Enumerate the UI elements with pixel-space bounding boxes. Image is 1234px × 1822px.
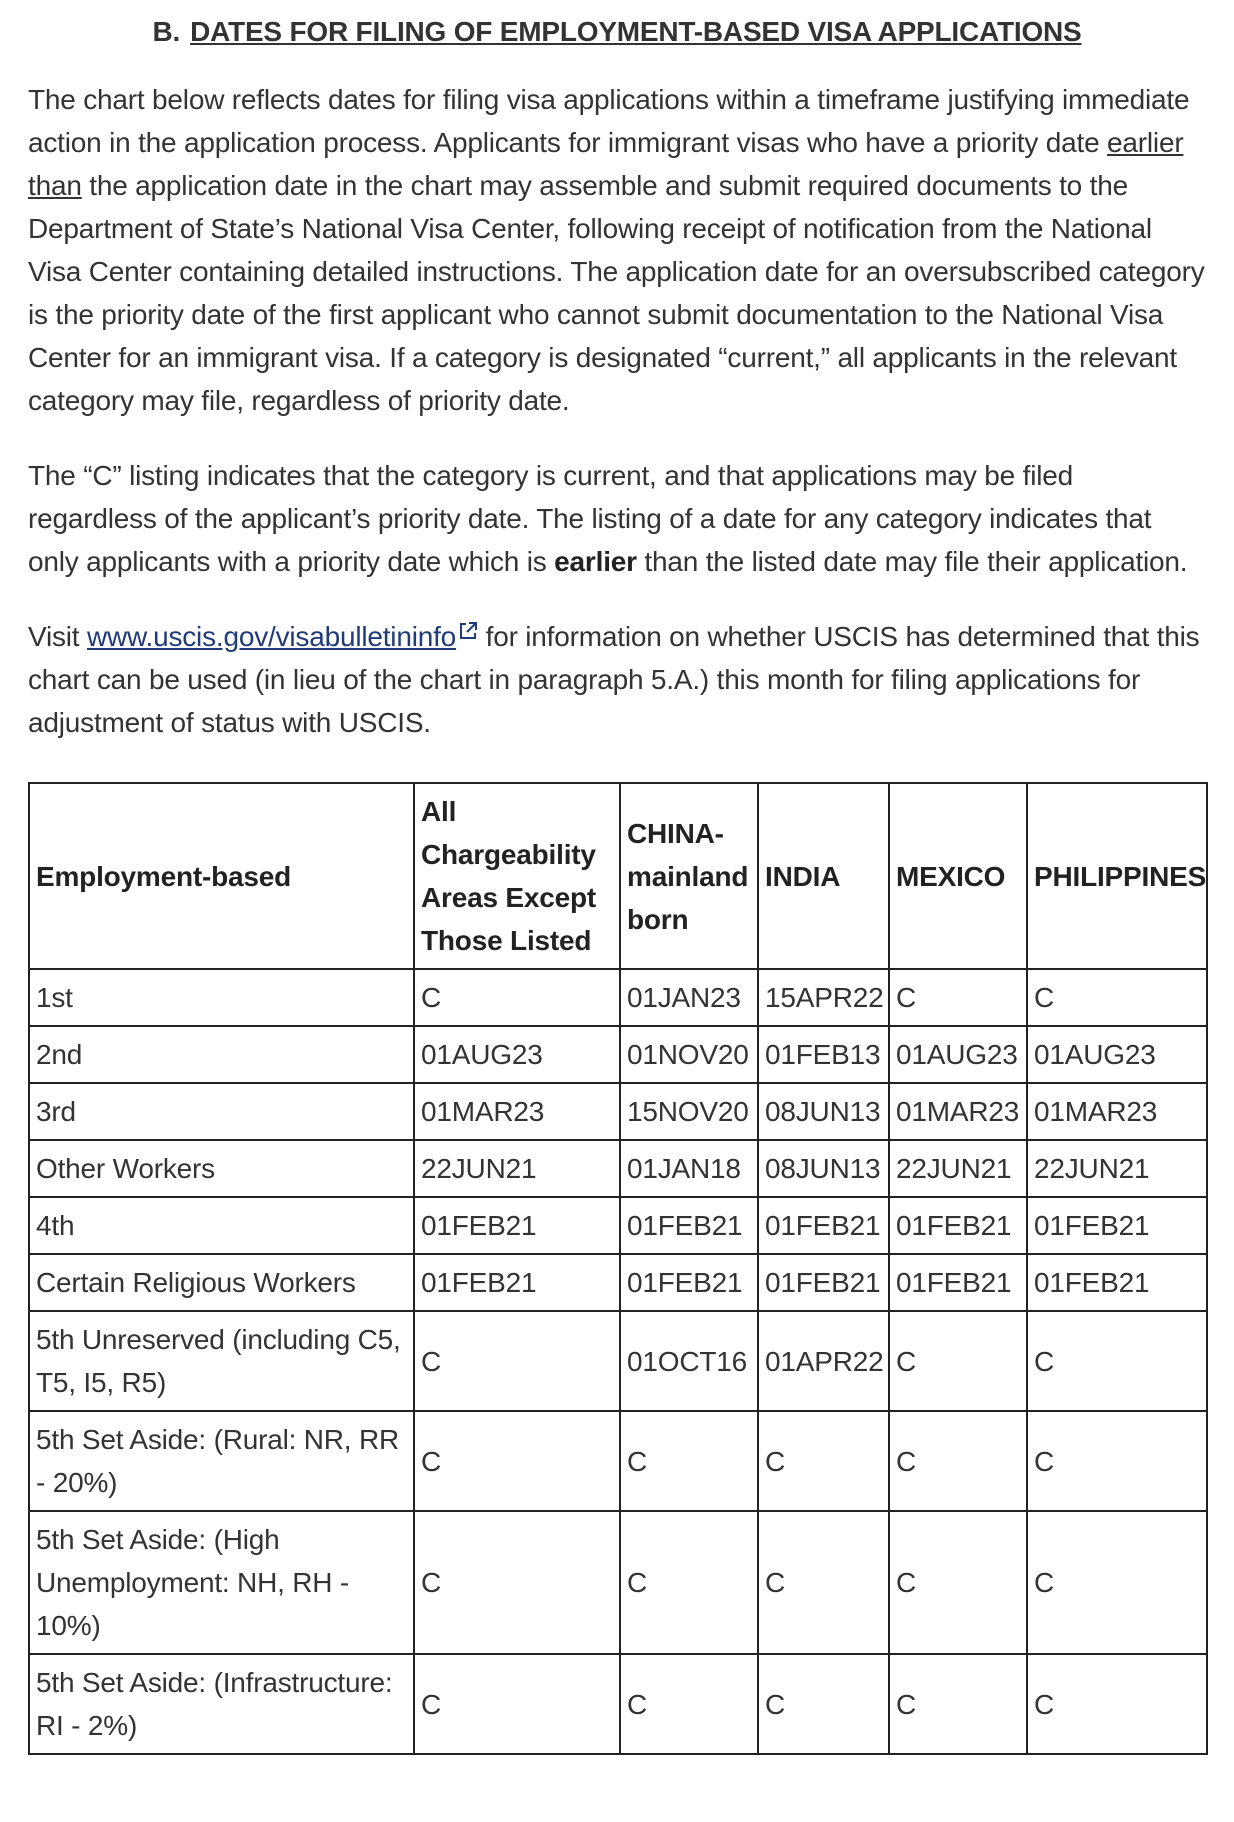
intro-paragraph: [28, 78, 1206, 422]
cell-philippines: C: [1027, 1511, 1207, 1654]
section-title-text: DATES FOR FILING OF EMPLOYMENT-BASED VISA APPLICATIONS: [190, 16, 1082, 47]
cell-china: C: [620, 1511, 758, 1654]
cell-china: 15NOV20: [620, 1083, 758, 1140]
cell-india: C: [758, 1654, 889, 1754]
cell-china: 01OCT16: [620, 1311, 758, 1411]
external-link-icon[interactable]: [458, 621, 478, 641]
row-category: 2nd: [29, 1026, 414, 1083]
cell-all-chargeability: 01FEB21: [414, 1197, 620, 1254]
cell-all-chargeability: C: [414, 1411, 620, 1511]
table-row: [29, 1197, 1207, 1254]
section-title: [28, 0, 1206, 52]
section-label: B.: [152, 16, 181, 47]
cell-china: C: [620, 1411, 758, 1511]
cell-mexico: C: [889, 1411, 1027, 1511]
header-china: CHINA-mainland born: [620, 783, 758, 969]
cell-all-chargeability: 22JUN21: [414, 1140, 620, 1197]
intro-text-a: The chart below reflects dates for filing visa applications within a timeframe justifying immediate action in the application process. Applicants for immigrant visas who have a priority date: [28, 84, 1190, 158]
cell-philippines: C: [1027, 969, 1207, 1026]
intro-text-b: the application date in the chart may assemble and submit required documents to the Department of State’s National Visa Center, following receipt of notification from the National Visa Center containing detailed instructions. The application date for an oversubscribed category is the priority date of the first applicant who cannot submit documentation to the National Visa Center for an immigrant visa. If a category is designated “current,” all applicants in the relevant category may file, regardless of priority date.: [28, 170, 1205, 416]
cell-philippines: 01MAR23: [1027, 1083, 1207, 1140]
cell-mexico: 01FEB21: [889, 1254, 1027, 1311]
cell-all-chargeability: 01FEB21: [414, 1254, 620, 1311]
cell-mexico: C: [889, 969, 1027, 1026]
header-employment-based: Employment-based: [29, 783, 414, 969]
table-row: [29, 1140, 1207, 1197]
uscis-paragraph: [28, 615, 1206, 744]
row-category: 5th Set Aside: (High Unemployment: NH, RH - 10%): [29, 1511, 414, 1654]
uscis-visabulletin-link[interactable]: www.uscis.gov/visabulletininfo: [86, 621, 457, 652]
cell-mexico: 01MAR23: [889, 1083, 1027, 1140]
employment-dates-table: [28, 782, 1208, 1755]
cell-all-chargeability: C: [414, 1511, 620, 1654]
cell-china: 01JAN23: [620, 969, 758, 1026]
uscis-text-b: for information on whether USCIS has determined that this chart can be used (in lieu of the chart in paragraph 5.A.) this month for filing applications for adjustment of status with USCIS.: [28, 621, 1200, 738]
cell-mexico: 22JUN21: [889, 1140, 1027, 1197]
table-row: [29, 1511, 1207, 1654]
header-india: INDIA: [758, 783, 889, 969]
cell-all-chargeability: 01MAR23: [414, 1083, 620, 1140]
c-listing-paragraph: [28, 454, 1206, 583]
cell-all-chargeability: 01AUG23: [414, 1026, 620, 1083]
cell-philippines: C: [1027, 1411, 1207, 1511]
table-row: [29, 1254, 1207, 1311]
cell-india: 01FEB21: [758, 1197, 889, 1254]
uscis-text-a: Visit: [28, 621, 87, 652]
cell-india: 01FEB21: [758, 1254, 889, 1311]
cell-india: 08JUN13: [758, 1083, 889, 1140]
row-category: 5th Set Aside: (Infrastructure: RI - 2%): [29, 1654, 414, 1754]
earlier-than-underlined: earlier than: [28, 127, 1184, 201]
cell-all-chargeability: C: [414, 1654, 620, 1754]
table-row: [29, 1654, 1207, 1754]
row-category: 4th: [29, 1197, 414, 1254]
earlier-bold: earlier: [554, 546, 637, 577]
cell-mexico: C: [889, 1311, 1027, 1411]
cell-india: C: [758, 1411, 889, 1511]
cell-china: C: [620, 1654, 758, 1754]
table-row: [29, 1083, 1207, 1140]
row-category: 5th Unreserved (including C5, T5, I5, R5): [29, 1311, 414, 1411]
cell-philippines: 22JUN21: [1027, 1140, 1207, 1197]
cell-philippines: 01AUG23: [1027, 1026, 1207, 1083]
table-row: [29, 1411, 1207, 1511]
cell-mexico: C: [889, 1654, 1027, 1754]
c-listing-text-b: than the listed date may file their application.: [636, 546, 1188, 577]
row-category: 1st: [29, 969, 414, 1026]
table-row: [29, 969, 1207, 1026]
row-category: Other Workers: [29, 1140, 414, 1197]
cell-india: C: [758, 1511, 889, 1654]
cell-philippines: 01FEB21: [1027, 1197, 1207, 1254]
cell-india: 01FEB13: [758, 1026, 889, 1083]
cell-mexico: C: [889, 1511, 1027, 1654]
cell-all-chargeability: C: [414, 1311, 620, 1411]
cell-india: 08JUN13: [758, 1140, 889, 1197]
cell-china: 01NOV20: [620, 1026, 758, 1083]
cell-all-chargeability: C: [414, 969, 620, 1026]
header-philippines: PHILIPPINES: [1027, 783, 1207, 969]
cell-india: 15APR22: [758, 969, 889, 1026]
c-listing-text-a: The “C” listing indicates that the category is current, and that applications may be filed regardless of the applicant’s priority date. The listing of a date for any category indicates that only applicants with a priority date which is: [28, 460, 1152, 577]
cell-china: 01FEB21: [620, 1254, 758, 1311]
table-header-row: [29, 783, 1207, 969]
cell-china: 01JAN18: [620, 1140, 758, 1197]
header-all-chargeability: All Chargeability Areas Except Those Listed: [414, 783, 620, 969]
cell-philippines: 01FEB21: [1027, 1254, 1207, 1311]
row-category: Certain Religious Workers: [29, 1254, 414, 1311]
cell-china: 01FEB21: [620, 1197, 758, 1254]
cell-mexico: 01AUG23: [889, 1026, 1027, 1083]
cell-philippines: C: [1027, 1654, 1207, 1754]
cell-mexico: 01FEB21: [889, 1197, 1027, 1254]
cell-india: 01APR22: [758, 1311, 889, 1411]
cell-philippines: C: [1027, 1311, 1207, 1411]
row-category: 3rd: [29, 1083, 414, 1140]
row-category: 5th Set Aside: (Rural: NR, RR - 20%): [29, 1411, 414, 1511]
header-mexico: MEXICO: [889, 783, 1027, 969]
table-row: [29, 1311, 1207, 1411]
table-row: [29, 1026, 1207, 1083]
